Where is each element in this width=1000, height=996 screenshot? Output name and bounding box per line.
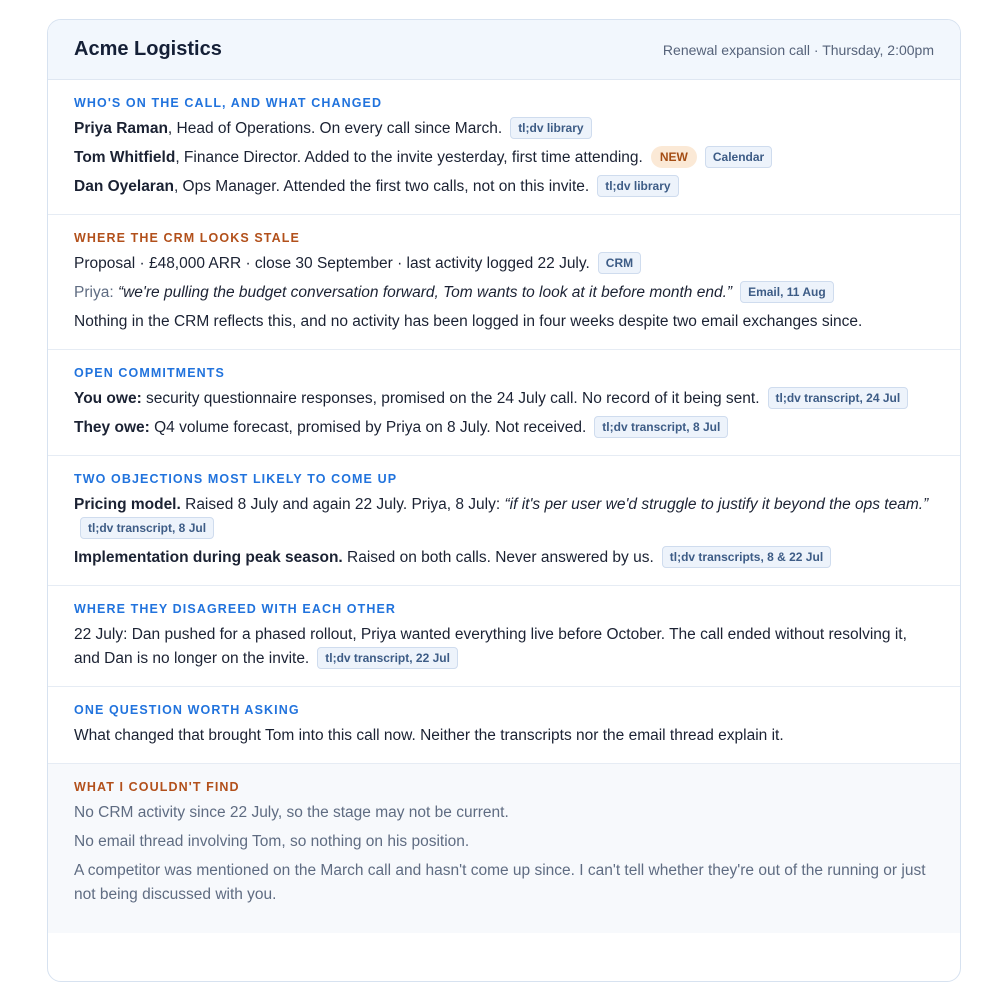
source-tag[interactable]: tl;dv transcript, 8 Jul bbox=[80, 517, 214, 539]
account-title: Acme Logistics bbox=[74, 38, 222, 60]
section-label: TWO OBJECTIONS MOST LIKELY TO COME UP bbox=[74, 472, 398, 486]
section-label: OPEN COMMITMENTS bbox=[74, 366, 225, 380]
card-header bbox=[48, 20, 960, 80]
source-tag[interactable]: Email, 11 Aug bbox=[740, 281, 834, 303]
objection-row bbox=[74, 493, 934, 541]
deal-summary bbox=[74, 252, 934, 276]
source-tag[interactable]: tl;dv transcripts, 8 & 22 Jul bbox=[662, 546, 831, 568]
objection-lead: Pricing model. bbox=[74, 496, 181, 513]
commitment-row bbox=[74, 416, 934, 440]
section-attendees bbox=[48, 80, 960, 215]
attendee-name: Priya Raman bbox=[74, 120, 168, 137]
commitment-text: security questionnaire responses, promised on the 24 July call. No record of it being sent. bbox=[141, 390, 760, 407]
gap-item: No email thread involving Tom, so nothing on his position. bbox=[74, 833, 470, 850]
section-question bbox=[48, 687, 960, 764]
attendee-details: , Finance Director. Added to the invite yesterday, first time attending. bbox=[175, 149, 643, 166]
meeting-meta: Renewal expansion call · Thursday, 2:00pm bbox=[662, 41, 934, 58]
gap-item: No CRM activity since 22 July, so the stage may not be current. bbox=[74, 804, 509, 821]
source-tag[interactable]: tl;dv transcript, 24 Jul bbox=[768, 387, 909, 409]
section-label: WHO'S ON THE CALL, AND WHAT CHANGED bbox=[74, 96, 383, 110]
source-tag[interactable]: tl;dv transcript, 8 Jul bbox=[594, 416, 728, 438]
attendee-name: Dan Oyelaran bbox=[74, 178, 174, 195]
section-objections bbox=[48, 456, 960, 586]
section-disagreement bbox=[48, 586, 960, 687]
source-tag[interactable]: CRM bbox=[598, 252, 641, 274]
attendee-row bbox=[74, 146, 934, 170]
question-text: What changed that brought Tom into this call now. Neither the transcripts nor the email thread explain it. bbox=[74, 727, 784, 744]
gap-item: A competitor was mentioned on the March call and hasn't come up since. I can't tell whether they're out of the running or just not being discussed with you. bbox=[74, 862, 926, 903]
attendee-name: Tom Whitfield bbox=[74, 149, 176, 166]
section-label: WHERE THEY DISAGREED WITH EACH OTHER bbox=[74, 602, 397, 616]
commitment-lead: They owe: bbox=[74, 419, 150, 436]
deal-text: Proposal · £48,000 ARR · close 30 September · last activity logged 22 July. bbox=[74, 255, 590, 272]
briefing-card bbox=[47, 19, 961, 982]
source-tag[interactable]: tl;dv library bbox=[597, 175, 678, 197]
objection-row bbox=[74, 546, 934, 570]
commitment-text: Q4 volume forecast, promised by Priya on 8 July. Not received. bbox=[149, 419, 587, 436]
commitment-lead: You owe: bbox=[74, 390, 142, 407]
section-gaps bbox=[48, 764, 960, 933]
objection-quote: “if it's per user we'd struggle to justify it beyond the ops team.” bbox=[504, 496, 929, 513]
source-tag[interactable]: tl;dv transcript, 22 Jul bbox=[317, 647, 458, 669]
objection-lead: Implementation during peak season. bbox=[74, 549, 343, 566]
objection-text: Raised 8 July and again 22 July. Priya, 8 July: bbox=[180, 496, 505, 513]
section-label: WHAT I COULDN'T FIND bbox=[74, 780, 240, 794]
crm-note: Nothing in the CRM reflects this, and no activity has been logged in four weeks despite two email exchanges since. bbox=[74, 313, 863, 330]
quote-text: “we're pulling the budget conversation forward, Tom wants to look at it before month end.” bbox=[117, 284, 733, 301]
attendee-row bbox=[74, 175, 934, 199]
new-badge: NEW bbox=[651, 146, 697, 168]
quote-speaker: Priya: bbox=[74, 284, 118, 301]
section-label: WHERE THE CRM LOOKS STALE bbox=[74, 231, 300, 245]
section-commitments bbox=[48, 350, 960, 456]
objection-text: Raised on both calls. Never answered by us. bbox=[342, 549, 654, 566]
disagreement-text: 22 July: Dan pushed for a phased rollout, Priya wanted everything live before October. The call ended without resolving it, and Dan is no longer on the invite. bbox=[74, 626, 907, 667]
attendee-details: , Head of Operations. On every call since March. bbox=[167, 120, 503, 137]
commitment-row bbox=[74, 387, 934, 411]
email-quote bbox=[74, 281, 934, 305]
section-label: ONE QUESTION WORTH ASKING bbox=[74, 703, 300, 717]
disagreement-row bbox=[74, 623, 934, 671]
source-tag[interactable]: Calendar bbox=[705, 146, 772, 168]
attendee-details: , Ops Manager. Attended the first two calls, not on this invite. bbox=[173, 178, 590, 195]
section-crm-stale bbox=[48, 215, 960, 350]
attendee-row bbox=[74, 117, 934, 141]
source-tag[interactable]: tl;dv library bbox=[510, 117, 591, 139]
